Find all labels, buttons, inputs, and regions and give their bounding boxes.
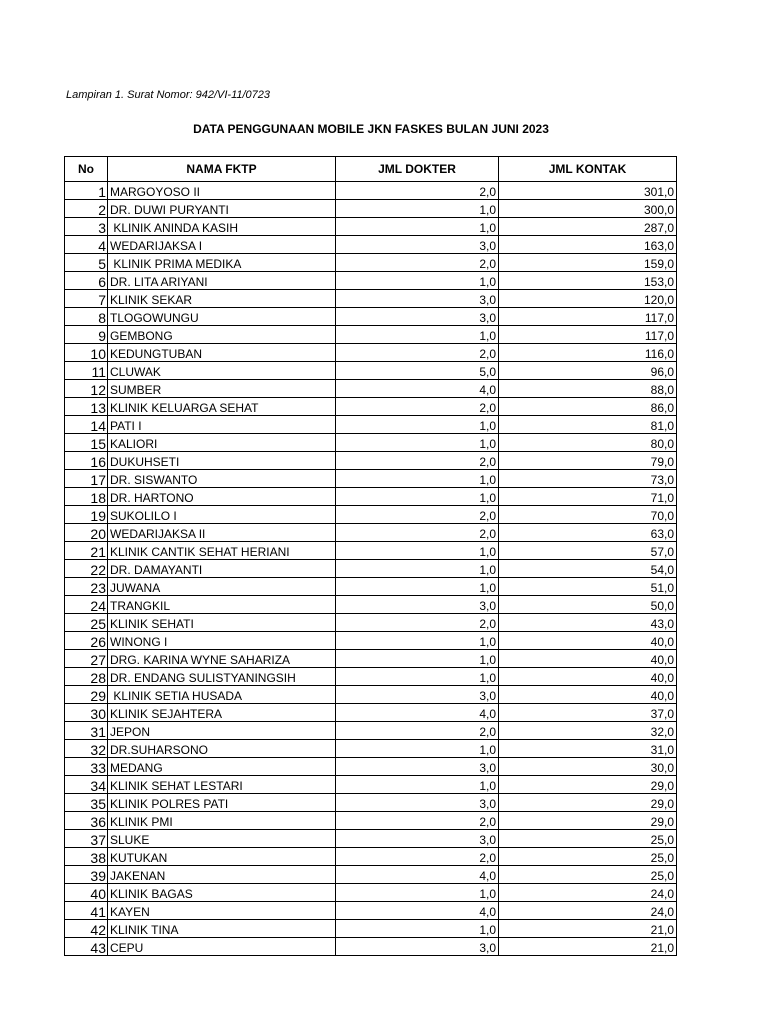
doctor-count: 2,0 (336, 506, 499, 524)
row-number: 27 (65, 650, 108, 668)
row-number: 32 (65, 740, 108, 758)
table-row (65, 794, 677, 812)
contact-count: 80,0 (499, 434, 677, 452)
fktp-usage-table (64, 156, 677, 956)
table-row (65, 434, 677, 452)
table-row (65, 650, 677, 668)
row-number: 29 (65, 686, 108, 704)
fktp-name: JAKENAN (108, 866, 336, 884)
contact-count: 40,0 (499, 686, 677, 704)
fktp-name: DR. DAMAYANTI (108, 560, 336, 578)
row-number: 30 (65, 704, 108, 722)
contact-count: 29,0 (499, 776, 677, 794)
contact-count: 287,0 (499, 218, 677, 236)
contact-count: 54,0 (499, 560, 677, 578)
table-row (65, 524, 677, 542)
table-row (65, 578, 677, 596)
contact-count: 37,0 (499, 704, 677, 722)
row-number: 12 (65, 380, 108, 398)
fktp-name: KLINIK PMI (108, 812, 336, 830)
contact-count: 117,0 (499, 308, 677, 326)
fktp-name: JEPON (108, 722, 336, 740)
row-number: 41 (65, 902, 108, 920)
fktp-name: WEDARIJAKSA I (108, 236, 336, 254)
table-row (65, 254, 677, 272)
row-number: 26 (65, 632, 108, 650)
doctor-count: 3,0 (336, 308, 499, 326)
column-header-jml-kontak: JML KONTAK (499, 157, 677, 182)
row-number: 34 (65, 776, 108, 794)
row-number: 22 (65, 560, 108, 578)
table-row (65, 470, 677, 488)
table-row (65, 884, 677, 902)
contact-count: 120,0 (499, 290, 677, 308)
row-number: 9 (65, 326, 108, 344)
doctor-count: 2,0 (336, 254, 499, 272)
table-header-row (65, 157, 677, 182)
contact-count: 301,0 (499, 182, 677, 200)
row-number: 4 (65, 236, 108, 254)
row-number: 5 (65, 254, 108, 272)
fktp-name: DUKUHSETI (108, 452, 336, 470)
contact-count: 81,0 (499, 416, 677, 434)
table-row (65, 380, 677, 398)
row-number: 37 (65, 830, 108, 848)
doctor-count: 1,0 (336, 434, 499, 452)
contact-count: 29,0 (499, 812, 677, 830)
doctor-count: 2,0 (336, 182, 499, 200)
doctor-count: 1,0 (336, 560, 499, 578)
contact-count: 117,0 (499, 326, 677, 344)
fktp-name: KLINIK SETIA HUSADA (108, 686, 336, 704)
row-number: 36 (65, 812, 108, 830)
doctor-count: 1,0 (336, 470, 499, 488)
doctor-count: 2,0 (336, 398, 499, 416)
table-row (65, 452, 677, 470)
doctor-count: 1,0 (336, 668, 499, 686)
doctor-count: 3,0 (336, 686, 499, 704)
contact-count: 86,0 (499, 398, 677, 416)
contact-count: 31,0 (499, 740, 677, 758)
table-row (65, 722, 677, 740)
table-row (65, 614, 677, 632)
row-number: 33 (65, 758, 108, 776)
table-row (65, 488, 677, 506)
doctor-count: 2,0 (336, 452, 499, 470)
contact-count: 116,0 (499, 344, 677, 362)
fktp-name: DR. SISWANTO (108, 470, 336, 488)
row-number: 38 (65, 848, 108, 866)
table-body (65, 182, 677, 956)
contact-count: 32,0 (499, 722, 677, 740)
contact-count: 30,0 (499, 758, 677, 776)
table-row (65, 812, 677, 830)
contact-count: 25,0 (499, 848, 677, 866)
row-number: 43 (65, 938, 108, 956)
doctor-count: 3,0 (336, 830, 499, 848)
table-row (65, 758, 677, 776)
row-number: 25 (65, 614, 108, 632)
row-number: 31 (65, 722, 108, 740)
doctor-count: 1,0 (336, 920, 499, 938)
fktp-name: KLINIK KELUARGA SEHAT (108, 398, 336, 416)
contact-count: 96,0 (499, 362, 677, 380)
row-number: 20 (65, 524, 108, 542)
fktp-name: MARGOYOSO II (108, 182, 336, 200)
doctor-count: 2,0 (336, 344, 499, 362)
fktp-name: KLINIK TINA (108, 920, 336, 938)
doctor-count: 4,0 (336, 704, 499, 722)
column-header-nama-fktp: NAMA FKTP (108, 157, 336, 182)
doctor-count: 1,0 (336, 542, 499, 560)
contact-count: 43,0 (499, 614, 677, 632)
contact-count: 24,0 (499, 902, 677, 920)
table-row (65, 776, 677, 794)
doctor-count: 1,0 (336, 326, 499, 344)
fktp-name: DR.SUHARSONO (108, 740, 336, 758)
table-row (65, 866, 677, 884)
doctor-count: 1,0 (336, 578, 499, 596)
table-row (65, 182, 677, 200)
row-number: 40 (65, 884, 108, 902)
contact-count: 40,0 (499, 632, 677, 650)
fktp-name: DRG. KARINA WYNE SAHARIZA (108, 650, 336, 668)
table-row (65, 290, 677, 308)
contact-count: 300,0 (499, 200, 677, 218)
table-row (65, 938, 677, 956)
doctor-count: 1,0 (336, 884, 499, 902)
contact-count: 71,0 (499, 488, 677, 506)
contact-count: 29,0 (499, 794, 677, 812)
contact-count: 163,0 (499, 236, 677, 254)
table-row (65, 920, 677, 938)
contact-count: 70,0 (499, 506, 677, 524)
row-number: 1 (65, 182, 108, 200)
fktp-name: TLOGOWUNGU (108, 308, 336, 326)
table-row (65, 344, 677, 362)
doctor-count: 1,0 (336, 272, 499, 290)
table-row (65, 362, 677, 380)
doctor-count: 3,0 (336, 938, 499, 956)
fktp-name: DR. ENDANG SULISTYANINGSIH (108, 668, 336, 686)
row-number: 15 (65, 434, 108, 452)
table-row (65, 668, 677, 686)
contact-count: 40,0 (499, 650, 677, 668)
fktp-name: DR. LITA ARIYANI (108, 272, 336, 290)
table-row (65, 560, 677, 578)
table-row (65, 848, 677, 866)
row-number: 3 (65, 218, 108, 236)
row-number: 17 (65, 470, 108, 488)
fktp-name: TRANGKIL (108, 596, 336, 614)
table-row (65, 740, 677, 758)
attachment-note: Lampiran 1. Surat Nomor: 942/VI-11/0723 (66, 89, 271, 101)
fktp-name: GEMBONG (108, 326, 336, 344)
document-title: DATA PENGGUNAAN MOBILE JKN FASKES BULAN JUNI 2023 (193, 122, 549, 136)
doctor-count: 4,0 (336, 866, 499, 884)
fktp-name: KLINIK PRIMA MEDIKA (108, 254, 336, 272)
contact-count: 63,0 (499, 524, 677, 542)
row-number: 6 (65, 272, 108, 290)
doctor-count: 3,0 (336, 236, 499, 254)
contact-count: 40,0 (499, 668, 677, 686)
contact-count: 21,0 (499, 938, 677, 956)
contact-count: 51,0 (499, 578, 677, 596)
doctor-count: 3,0 (336, 596, 499, 614)
contact-count: 79,0 (499, 452, 677, 470)
fktp-name: KLINIK POLRES PATI (108, 794, 336, 812)
fktp-name: MEDANG (108, 758, 336, 776)
table-row (65, 506, 677, 524)
fktp-name: KUTUKAN (108, 848, 336, 866)
table-row (65, 902, 677, 920)
row-number: 7 (65, 290, 108, 308)
doctor-count: 2,0 (336, 524, 499, 542)
fktp-name: DR. DUWI PURYANTI (108, 200, 336, 218)
doctor-count: 4,0 (336, 902, 499, 920)
table-row (65, 236, 677, 254)
row-number: 13 (65, 398, 108, 416)
table-row (65, 596, 677, 614)
row-number: 8 (65, 308, 108, 326)
table-row (65, 326, 677, 344)
row-number: 23 (65, 578, 108, 596)
fktp-name: KALIORI (108, 434, 336, 452)
contact-count: 73,0 (499, 470, 677, 488)
fktp-name: CLUWAK (108, 362, 336, 380)
row-number: 2 (65, 200, 108, 218)
contact-count: 88,0 (499, 380, 677, 398)
table-row (65, 272, 677, 290)
fktp-name: PATI I (108, 416, 336, 434)
doctor-count: 1,0 (336, 776, 499, 794)
row-number: 35 (65, 794, 108, 812)
row-number: 42 (65, 920, 108, 938)
doctor-count: 1,0 (336, 632, 499, 650)
column-header-jml-dokter: JML DOKTER (336, 157, 499, 182)
row-number: 28 (65, 668, 108, 686)
table-row (65, 542, 677, 560)
table-row (65, 704, 677, 722)
doctor-count: 1,0 (336, 650, 499, 668)
row-number: 11 (65, 362, 108, 380)
fktp-name: KLINIK SEKAR (108, 290, 336, 308)
fktp-name: KLINIK SEHATI (108, 614, 336, 632)
table-row (65, 218, 677, 236)
fktp-name: CEPU (108, 938, 336, 956)
row-number: 24 (65, 596, 108, 614)
fktp-name: SLUKE (108, 830, 336, 848)
doctor-count: 1,0 (336, 488, 499, 506)
row-number: 10 (65, 344, 108, 362)
table-row (65, 632, 677, 650)
doctor-count: 1,0 (336, 416, 499, 434)
contact-count: 21,0 (499, 920, 677, 938)
fktp-name: DR. HARTONO (108, 488, 336, 506)
row-number: 14 (65, 416, 108, 434)
contact-count: 25,0 (499, 830, 677, 848)
fktp-name: KLINIK ANINDA KASIH (108, 218, 336, 236)
table-row (65, 308, 677, 326)
table-row (65, 830, 677, 848)
doctor-count: 1,0 (336, 218, 499, 236)
contact-count: 57,0 (499, 542, 677, 560)
doctor-count: 3,0 (336, 794, 499, 812)
fktp-name: SUMBER (108, 380, 336, 398)
table-row (65, 686, 677, 704)
row-number: 16 (65, 452, 108, 470)
row-number: 39 (65, 866, 108, 884)
fktp-name: KLINIK SEJAHTERA (108, 704, 336, 722)
doctor-count: 4,0 (336, 380, 499, 398)
doctor-count: 2,0 (336, 722, 499, 740)
fktp-name: WINONG I (108, 632, 336, 650)
fktp-name: KLINIK CANTIK SEHAT HERIANI (108, 542, 336, 560)
fktp-name: SUKOLILO I (108, 506, 336, 524)
fktp-name: WEDARIJAKSA II (108, 524, 336, 542)
doctor-count: 2,0 (336, 812, 499, 830)
table-row (65, 416, 677, 434)
table-row (65, 398, 677, 416)
fktp-name: KAYEN (108, 902, 336, 920)
table-row (65, 200, 677, 218)
contact-count: 159,0 (499, 254, 677, 272)
contact-count: 25,0 (499, 866, 677, 884)
column-header-no: No (65, 157, 108, 182)
row-number: 18 (65, 488, 108, 506)
doctor-count: 2,0 (336, 614, 499, 632)
fktp-name: KLINIK SEHAT LESTARI (108, 776, 336, 794)
fktp-name: JUWANA (108, 578, 336, 596)
doctor-count: 1,0 (336, 200, 499, 218)
row-number: 21 (65, 542, 108, 560)
doctor-count: 5,0 (336, 362, 499, 380)
contact-count: 153,0 (499, 272, 677, 290)
doctor-count: 1,0 (336, 740, 499, 758)
row-number: 19 (65, 506, 108, 524)
contact-count: 50,0 (499, 596, 677, 614)
doctor-count: 3,0 (336, 290, 499, 308)
contact-count: 24,0 (499, 884, 677, 902)
doctor-count: 2,0 (336, 848, 499, 866)
fktp-name: KEDUNGTUBAN (108, 344, 336, 362)
doctor-count: 3,0 (336, 758, 499, 776)
fktp-name: KLINIK BAGAS (108, 884, 336, 902)
